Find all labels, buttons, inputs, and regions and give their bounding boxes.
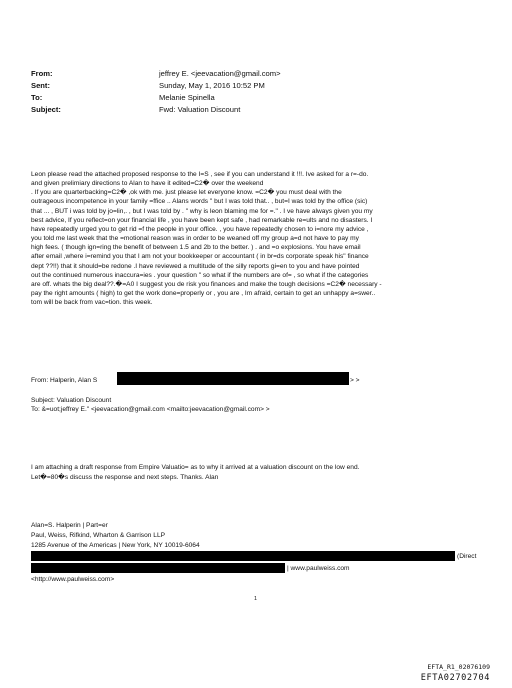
from-label: From:: [31, 69, 53, 78]
signature-firm: Paul, Weiss, Rifkind, Wharton & Garrison LLP: [31, 532, 166, 539]
message-line: and given prelimiary directions to Alan to have it edited=C2� over the weekend: [31, 180, 264, 188]
forward-body-line-1: I am attaching a draft response from Empire Valuatio= as to why it arrived at a valuation discount on the low end.: [31, 464, 360, 471]
page-number: 1: [254, 596, 258, 602]
sent-value: Sunday, May 1, 2016 10:52 PM: [159, 81, 265, 90]
footer-code-2: EFTA02702704: [420, 673, 490, 683]
forward-body-line-2: Let�=80�s discuss the response and next steps. Thanks. Alan: [31, 474, 219, 481]
from-value: jeffrey E. <jeevacation@gmail.com>: [159, 69, 281, 78]
signature-address: 1285 Avenue of the Americas | New York, NY 10019-6064: [31, 542, 200, 549]
forward-from-tail: > >: [350, 377, 360, 384]
forward-to-line: To: &=uot;jeffrey E." <jeevacation@gmail.com <mailto:jeevacation@gmail.com> >: [31, 406, 270, 413]
subject-label: Subject:: [31, 105, 61, 114]
message-line: are off. whats the big deal??.�=A0 I suggest you de risk you finances and make the tough decisions =C2� necessary -: [31, 280, 382, 288]
redaction-box: [117, 372, 349, 385]
message-line: outrageous incompetence in your family =ffice .. Alans words " but I was told that.. , but=I was told by the office (sic): [31, 198, 368, 206]
signature-url: <http://www.paulweiss.com>: [31, 576, 115, 583]
message-line: have repeatedly urged you to get rid =f the people in your office. , you have repeatedly chosen to i=nore my advice ,: [31, 225, 369, 233]
message-line: that ... , BUT i was told by jo=lin,. , but I was told by . " why is leon blaming me for =." . I ve have always given you my: [31, 207, 373, 215]
message-line: dept ??!!) that it should=be redone .I have reviewed a multitude of the silly reports gi=en to you and have pointed: [31, 262, 360, 270]
message-line: Leon please read the attached proposed response to the I=S , see if you can understand it !!!. Ive asked for a r=-do.: [31, 171, 369, 178]
message-line: tom will be back from vac=tion. this week.: [31, 299, 153, 307]
redaction-box: [31, 551, 455, 561]
message-line: best advice, If you reflect=on your financial life , you have been kept safe , had remarkable re=ults and no disasters. I: [31, 216, 373, 224]
to-label: To:: [31, 93, 43, 102]
signature-direct: (Direct: [457, 553, 477, 560]
subject-value: Fwd: Valuation Discount: [159, 105, 241, 114]
forward-from-line: From: Halperin, Alan S: [31, 377, 98, 384]
message-line: pay the right amounts ( high) to get the work done=properly or , you are , Im afraid, certain to get an unhappy a=swer..: [31, 290, 376, 298]
message-line: after email ,where i=remind you that I am not your bookkeeper or accountant ( in br=ds corporate speak his" finance: [31, 253, 369, 261]
forward-subject-line: Subject: Valuation Discount: [31, 397, 112, 404]
footer-code-1: EFTA_R1_02076109: [427, 663, 490, 671]
message-line: out the continued numerous inaccura=ies . your question " so what if the numbers are of= , so what if the categories: [31, 271, 369, 279]
message-body: [31, 170, 491, 307]
redaction-box: [31, 563, 285, 573]
message-line: . If you are quarterbacking=C2� ,ok with me. just please let everyone know. =C2� you must deal with the: [31, 189, 342, 197]
message-line: high fees. ( though ign=ring the benefit of between 1.5 and 2b to the better. ) . and =o explosions. You have email: [31, 244, 361, 252]
sent-label: Sent:: [31, 81, 50, 90]
to-value: Melanie Spinella: [159, 93, 215, 102]
signature-website: | www.paulweiss.com: [287, 565, 350, 572]
message-line: you told me last week that the =motional reason was in order to be weaned off my group a=d not have to pay my: [31, 235, 359, 243]
signature-name: Alan=S. Halperin | Part=er: [31, 522, 108, 529]
